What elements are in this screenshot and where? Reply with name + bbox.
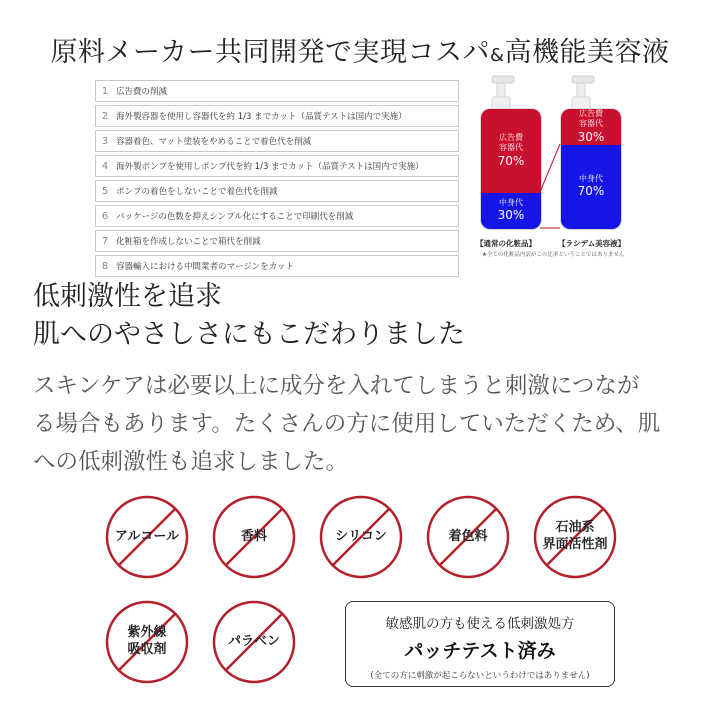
list-item-number: 6: [101, 210, 109, 222]
badge-label-line-1: 石油系: [555, 520, 595, 536]
badge-label-line-1: 着色料: [448, 528, 488, 544]
page-title: [0, 30, 720, 69]
paragraph-line-2: る場合もあります。たくさんの方に使用していただくため、肌: [33, 411, 661, 437]
badge-label: [211, 599, 297, 685]
badge-label-line-1: 香料: [240, 528, 267, 544]
paragraph-line-1: スキンケアは必要以上に成分を入れてしまうと刺激につなが: [33, 373, 640, 399]
list-item: [95, 155, 459, 177]
list-item-number: 5: [101, 185, 109, 197]
paragraph-line-3: への低刺激性も追求しました。: [33, 449, 349, 475]
list-item: [95, 205, 459, 227]
list-item-number: 2: [101, 110, 109, 122]
badge-label-line-1: 紫外線: [127, 625, 167, 641]
list-item: [95, 230, 459, 252]
list-item: [95, 180, 459, 202]
free-of-badge: [425, 494, 511, 580]
lasidem-cost-pct: 30%: [577, 129, 605, 144]
list-item-number: 4: [101, 160, 109, 172]
lasidem-content-label: 中身代: [579, 174, 603, 183]
list-item-number: 3: [101, 135, 109, 147]
normal-caption: 【通常の化粧品】: [476, 239, 536, 248]
list-item-number: 8: [101, 260, 109, 272]
lasidem-content-pct: 70%: [577, 184, 605, 199]
list-item-text: ポンプの着色をしないことで着色代を削減: [116, 187, 278, 197]
list-item-text: 容器着色、マット塗装をやめることで着色代を削減: [116, 137, 312, 147]
badge-label-line-1: アルコール: [114, 528, 180, 544]
title-tail: 高機能美容液: [504, 37, 670, 68]
list-item: [95, 80, 459, 102]
bottle-footnote: ★全ての化粧品内訳がこの比率ということではありません: [482, 252, 625, 258]
normal-cost-label: 広告費 容器代: [499, 132, 523, 153]
free-of-badge: [104, 599, 190, 685]
badge-label: [104, 494, 190, 580]
badge-label: [104, 599, 190, 685]
free-of-badge: [211, 599, 297, 685]
list-item-text: 海外製ポンプを使用しポンプ代を約 1/3 までカット（品質テストは国内で実施）: [116, 162, 424, 172]
section-heading-2: 肌へのやさしさにもこだわりました: [33, 319, 465, 350]
badge-label-line-1: パラベン: [227, 633, 280, 649]
title-main: 原料メーカー共同開発で実現コスパ: [50, 37, 490, 68]
badge-label: [211, 494, 297, 580]
normal-cost-pct: 70%: [497, 153, 525, 168]
list-item-number: 7: [101, 235, 109, 247]
list-item-text: 容器輸入における中間業者のマージンをカット: [116, 262, 295, 272]
normal-content-label: 中身代: [499, 198, 523, 207]
list-item-text: 化粧箱を作成しないことで箱代を削減: [116, 237, 261, 247]
list-item-number: 1: [101, 85, 109, 97]
free-of-badge: [532, 494, 618, 580]
cost-reduction-list: [95, 80, 459, 280]
bottle-comparison: [470, 70, 650, 260]
badge-label: [318, 494, 404, 580]
list-item-text: 海外製容器を使用し容器代を約 1/3 までカット（品質テストは国内で実施）: [116, 112, 407, 122]
list-item-text: 広告費の削減: [116, 87, 168, 97]
badge-label: [425, 494, 511, 580]
list-item: [95, 105, 459, 127]
title-ampersand: &: [489, 45, 505, 66]
badge-label-line-2: 界面活性剤: [542, 537, 608, 552]
patch-test-line-1: 敏感肌の方も使える低刺激処方: [385, 616, 575, 632]
list-item: [95, 130, 459, 152]
badge-label-line-2: 吸収剤: [127, 642, 167, 657]
connector-line-cost: [540, 144, 560, 192]
normal-content-pct: 30%: [497, 208, 525, 223]
lasidem-caption: 【ラシデム美容液】: [558, 239, 626, 248]
free-of-badge: [318, 494, 404, 580]
lasidem-cost-label: 広告費 容器代: [579, 108, 603, 129]
comparison-connectors: [470, 70, 650, 260]
section-heading-1: 低刺激性を追求: [33, 281, 222, 312]
patch-test-disclaimer: (全ての方に刺激が起こらないというわけではありません): [370, 671, 590, 681]
list-item-text: パッケージの色数を抑えシンプル化にすることで印刷代を削減: [116, 212, 354, 222]
badge-label-line-1: シリコン: [335, 528, 387, 544]
free-of-badge: [211, 494, 297, 580]
badge-label: [532, 494, 618, 580]
patch-test-box: [345, 601, 615, 687]
patch-test-title: パッチテスト済み: [404, 640, 556, 662]
free-of-badge: [104, 494, 190, 580]
